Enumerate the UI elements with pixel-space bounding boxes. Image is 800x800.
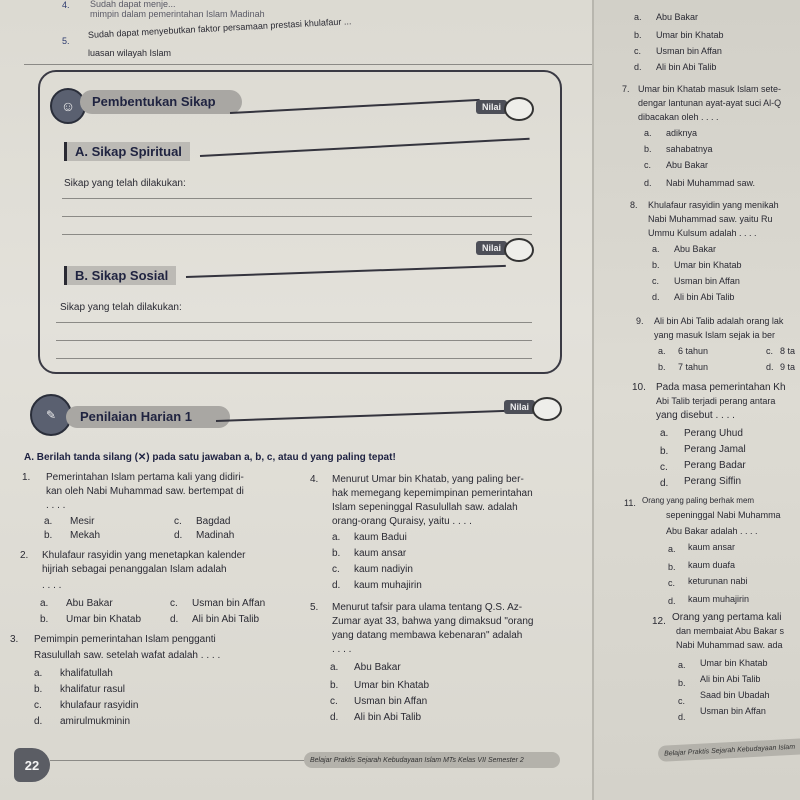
q8-line: Nabi Muhammad saw. yaitu Ru [648, 214, 773, 224]
q9-opt-c[interactable]: 8 ta [780, 346, 796, 356]
q4-opt-d[interactable]: kaum muhajirin [354, 580, 422, 591]
item-5-line2: luasan wilayah Islam [88, 48, 172, 58]
q5-line: Menurut tafsir para ulama tentang Q.S. Az- [332, 602, 523, 613]
q9-opt-b-letter[interactable]: b. [658, 362, 666, 372]
q11-opt-a[interactable]: kaum ansar [688, 542, 736, 552]
q12-opt-d-letter[interactable]: d. [678, 712, 686, 722]
sosial-prompt: Sikap yang telah dilakukan: [60, 302, 182, 313]
q12-opt-c[interactable]: Saad bin Ubadah [700, 690, 770, 700]
q7-line: Umar bin Khatab masuk Islam sete- [638, 84, 782, 94]
q4-opt-a-letter[interactable]: a. [332, 532, 341, 543]
q3-opt-d-letter[interactable]: d. [34, 716, 43, 727]
right-page [592, 0, 800, 800]
divider [24, 64, 594, 65]
q5-opt-c[interactable]: Usman bin Affan [354, 696, 428, 707]
q5-line: yang datang membawa kebenaran" adalah [332, 630, 523, 641]
sikap-box [38, 70, 562, 374]
item-4-text: Sudah dapat menje... [90, 0, 176, 9]
q1-opt-c-letter[interactable]: c. [174, 516, 182, 527]
q3-line: Pemimpin pemerintahan Islam pengganti [34, 634, 216, 645]
spiritual-prompt: Sikap yang telah dilakukan: [64, 178, 186, 189]
q3-opt-b-letter[interactable]: b. [34, 684, 43, 695]
nilai-score-field[interactable] [532, 397, 562, 421]
q10-line: Abi Talib terjadi perang antara [656, 396, 776, 406]
q9-opt-b[interactable]: 7 tahun [678, 362, 709, 372]
q2-line: . . . . [42, 580, 62, 591]
q7-opt-c[interactable]: Abu Bakar [666, 160, 709, 170]
q6-opt-d[interactable]: Ali bin Abi Talib [656, 62, 717, 72]
q12-opt-b-letter[interactable]: b. [678, 678, 686, 688]
q1-opt-a-letter[interactable]: a. [44, 516, 53, 527]
q6-opt-c[interactable]: Usman bin Affan [656, 46, 722, 56]
q3-line: Rasulullah saw. setelah wafat adalah . . . . [34, 650, 221, 661]
nilai-label: Nilai [504, 400, 535, 414]
footer-caption-right: Belajar Praktis Sejarah Kebudayaan Islam [658, 738, 800, 762]
item-4-num: 4. [62, 0, 70, 10]
q12-line: dan membaiat Abu Bakar s [676, 626, 785, 636]
q7-opt-a-letter[interactable]: a. [644, 128, 652, 138]
q8-opt-b-letter[interactable]: b. [652, 260, 660, 270]
q5-num: 5. [310, 602, 319, 613]
q3-opt-b[interactable]: khalifatur rasul [60, 684, 126, 695]
item-5-line1: Sudah dapat menyebutkan faktor persamaan prestasi khulafaur ... [87, 16, 352, 40]
q11-line: Abu Bakar adalah . . . . [666, 526, 758, 536]
q6-opt-d-letter[interactable]: d. [634, 62, 642, 72]
q4-opt-c-letter[interactable]: c. [332, 564, 340, 575]
nilai-score-field[interactable] [504, 238, 534, 262]
sikap-sosial-label: B. Sikap Sosial [64, 266, 176, 285]
item-4-line2: mimpin dalam pemerintahan Islam Madinah [90, 9, 265, 19]
q5-opt-d[interactable]: Ali bin Abi Talib [354, 712, 422, 723]
q5-opt-c-letter[interactable]: c. [330, 696, 338, 707]
q10-opt-c-letter[interactable]: c. [660, 462, 668, 473]
q12-opt-a-letter[interactable]: a. [678, 660, 686, 670]
q8-opt-c-letter[interactable]: c. [652, 276, 660, 286]
q11-opt-d[interactable]: kaum muhajirin [688, 594, 750, 604]
q5-line: . . . . [332, 644, 352, 655]
q7-opt-a[interactable]: adiknya [666, 128, 698, 138]
q1-line: kan oleh Nabi Muhammad saw. bertempat di [46, 486, 244, 497]
q8-opt-a[interactable]: Abu Bakar [674, 244, 717, 254]
q7-opt-d-letter[interactable]: d. [644, 178, 652, 188]
q2-opt-a-letter[interactable]: a. [40, 598, 49, 609]
emblem-icon: ✎ [30, 394, 72, 436]
q6-opt-b[interactable]: Umar bin Khatab [656, 30, 724, 40]
footer-rule [50, 760, 310, 761]
q8-opt-b[interactable]: Umar bin Khatab [674, 260, 742, 270]
q3-opt-c-letter[interactable]: c. [34, 700, 42, 711]
answer-line[interactable] [56, 340, 532, 341]
q11-line: sepeninggal Nabi Muhamma [666, 510, 781, 520]
q11-opt-c[interactable]: keturunan nabi [688, 576, 748, 586]
q1-opt-b-letter[interactable]: b. [44, 530, 53, 541]
q11-line: Orang yang paling berhak mem [642, 496, 755, 505]
q1-line: . . . . [46, 500, 66, 511]
q9-num: 9. [636, 316, 644, 326]
sikap-title: Pembentukan Sikap [80, 90, 242, 114]
q10-line: yang disebut . . . . [656, 410, 735, 421]
q12-line: Orang yang pertama kali [672, 612, 782, 623]
footer-caption: Belajar Praktis Sejarah Kebudayaan Islam MTs Kelas VII Semester 2 [304, 752, 560, 768]
q9-line: yang masuk Islam sejak ia ber [654, 330, 776, 340]
q4-num: 4. [310, 474, 319, 485]
q4-opt-c[interactable]: kaum nadiyin [354, 564, 413, 575]
q6-opt-a-letter[interactable]: a. [634, 12, 642, 22]
q12-opt-d[interactable]: Usman bin Affan [700, 706, 766, 716]
q7-num: 7. [622, 84, 630, 94]
q8-opt-d-letter[interactable]: d. [652, 292, 660, 302]
q3-opt-a[interactable]: khalifatullah [60, 668, 113, 679]
q2-opt-a[interactable]: Abu Bakar [66, 598, 113, 609]
q5-opt-d-letter[interactable]: d. [330, 712, 339, 723]
q1-line: Pemerintahan Islam pertama kali yang didiri- [46, 472, 244, 483]
q10-opt-a[interactable]: Perang Uhud [684, 428, 743, 439]
page-number: 22 [14, 748, 50, 782]
person-icon: ☺ [50, 88, 86, 124]
q11-num: 11. [624, 498, 636, 508]
q1-num: 1. [22, 472, 31, 483]
q6-opt-a[interactable]: Abu Bakar [656, 12, 699, 22]
q4-opt-a[interactable]: kaum Badui [354, 532, 407, 543]
q3-num: 3. [10, 634, 19, 645]
q2-opt-c-letter[interactable]: c. [170, 598, 178, 609]
q4-opt-b-letter[interactable]: b. [332, 548, 341, 559]
answer-line[interactable] [56, 358, 532, 359]
q10-opt-b[interactable]: Perang Jamal [684, 444, 746, 455]
q10-opt-c[interactable]: Perang Badar [684, 460, 746, 471]
q8-line: Ummu Kulsum adalah . . . . [648, 228, 757, 238]
q3-opt-d[interactable]: amirulmukminin [60, 716, 131, 727]
item-5-num: 5. [62, 36, 70, 46]
q10-opt-a-letter[interactable]: a. [660, 428, 669, 439]
q10-opt-d-letter[interactable]: d. [660, 478, 669, 489]
q12-opt-a[interactable]: Umar bin Khatab [700, 658, 768, 668]
q12-opt-b[interactable]: Ali bin Abi Talib [700, 674, 761, 684]
q4-line: orang-orang Quraisy, yaitu . . . . [332, 516, 472, 527]
q12-num: 12. [652, 616, 666, 627]
q9-opt-a-letter[interactable]: a. [658, 346, 666, 356]
q1-opt-b[interactable]: Mekah [70, 530, 101, 541]
q7-line: dibacakan oleh . . . . [638, 112, 719, 122]
q11-opt-a-letter[interactable]: a. [668, 544, 676, 554]
answer-line[interactable] [62, 234, 532, 235]
q9-opt-a[interactable]: 6 tahun [678, 346, 709, 356]
q2-opt-c[interactable]: Usman bin Affan [192, 598, 266, 609]
q4-line: Islam sepeninggal Rasulullah saw. adalah [332, 502, 518, 513]
q11-opt-b-letter[interactable]: b. [668, 562, 676, 572]
q3-opt-c[interactable]: khulafaur rasyidin [60, 700, 139, 711]
q2-opt-d[interactable]: Ali bin Abi Talib [192, 614, 260, 625]
q4-line: Menurut Umar bin Khatab, yang paling ber- [332, 474, 524, 485]
penilaian-rule [216, 410, 506, 422]
q4-opt-b[interactable]: kaum ansar [354, 548, 407, 559]
q11-opt-c-letter[interactable]: c. [668, 578, 676, 588]
q2-opt-b[interactable]: Umar bin Khatab [66, 614, 142, 625]
q10-num: 10. [632, 382, 646, 393]
q9-opt-d[interactable]: 9 ta [780, 362, 796, 372]
nilai-label: Nilai [476, 241, 507, 255]
q12-line: Nabi Muhammad saw. ada [676, 640, 783, 650]
q8-num: 8. [630, 200, 638, 210]
q6-opt-c-letter[interactable]: c. [634, 46, 642, 56]
q7-opt-c-letter[interactable]: c. [644, 160, 652, 170]
q4-line: hak memegang kepemimpinan pemerintahan [332, 488, 533, 499]
q7-opt-d[interactable]: Nabi Muhammad saw. [666, 178, 756, 188]
q7-opt-b-letter[interactable]: b. [644, 144, 652, 154]
q8-line: Khulafaur rasyidin yang menikah [648, 200, 779, 210]
q2-opt-d-letter[interactable]: d. [170, 614, 179, 625]
answer-line[interactable] [62, 198, 532, 199]
q9-line: Ali bin Abi Talib adalah orang lak [654, 316, 784, 326]
q2-num: 2. [20, 550, 29, 561]
q5-line: Zumar ayat 33, bahwa yang dimaksud "orang [332, 616, 534, 627]
sikap-spiritual-label: A. Sikap Spiritual [64, 142, 190, 161]
penilaian-title: Penilaian Harian 1 [66, 406, 230, 428]
q2-line: Khulafaur rasyidin yang menetapkan kalender [42, 550, 246, 561]
q6-opt-b-letter[interactable]: b. [634, 30, 642, 40]
q1-opt-d[interactable]: Madinah [196, 530, 235, 541]
q5-opt-b-letter[interactable]: b. [330, 680, 339, 691]
q12-opt-c-letter[interactable]: c. [678, 696, 686, 706]
q3-opt-a-letter[interactable]: a. [34, 668, 43, 679]
q11-opt-d-letter[interactable]: d. [668, 596, 676, 606]
q1-opt-a[interactable]: Mesir [70, 516, 95, 527]
q10-opt-d[interactable]: Perang Siffin [684, 476, 742, 487]
nilai-score-field[interactable] [504, 97, 534, 121]
q1-opt-d-letter[interactable]: d. [174, 530, 183, 541]
q11-opt-b[interactable]: kaum duafa [688, 560, 736, 570]
q8-opt-a-letter[interactable]: a. [652, 244, 660, 254]
q8-opt-d[interactable]: Ali bin Abi Talib [674, 292, 735, 302]
q5-opt-a[interactable]: Abu Bakar [354, 662, 401, 673]
answer-line[interactable] [62, 216, 532, 217]
q9-opt-d-letter[interactable]: d. [766, 362, 774, 372]
q2-opt-b-letter[interactable]: b. [40, 614, 49, 625]
nilai-label: Nilai [476, 100, 507, 114]
q10-opt-b-letter[interactable]: b. [660, 446, 669, 457]
q5-opt-b[interactable]: Umar bin Khatab [354, 680, 430, 691]
q10-line: Pada masa pemerintahan Kh [656, 382, 786, 393]
q5-opt-a-letter[interactable]: a. [330, 662, 339, 673]
q7-line: dengar lantunan ayat-ayat suci Al-Q [638, 98, 782, 108]
q4-opt-d-letter[interactable]: d. [332, 580, 341, 591]
q2-line: hijriah sebagai penanggalan Islam adalah [42, 564, 227, 575]
q1-opt-c[interactable]: Bagdad [196, 516, 231, 527]
answer-line[interactable] [56, 322, 532, 323]
q9-opt-c-letter[interactable]: c. [766, 346, 774, 356]
instruction: A. Berilah tanda silang (✕) pada satu jawaban a, b, c, atau d yang paling tepat! [24, 452, 396, 463]
q7-opt-b[interactable]: sahabatnya [666, 144, 713, 154]
q8-opt-c[interactable]: Usman bin Affan [674, 276, 740, 286]
